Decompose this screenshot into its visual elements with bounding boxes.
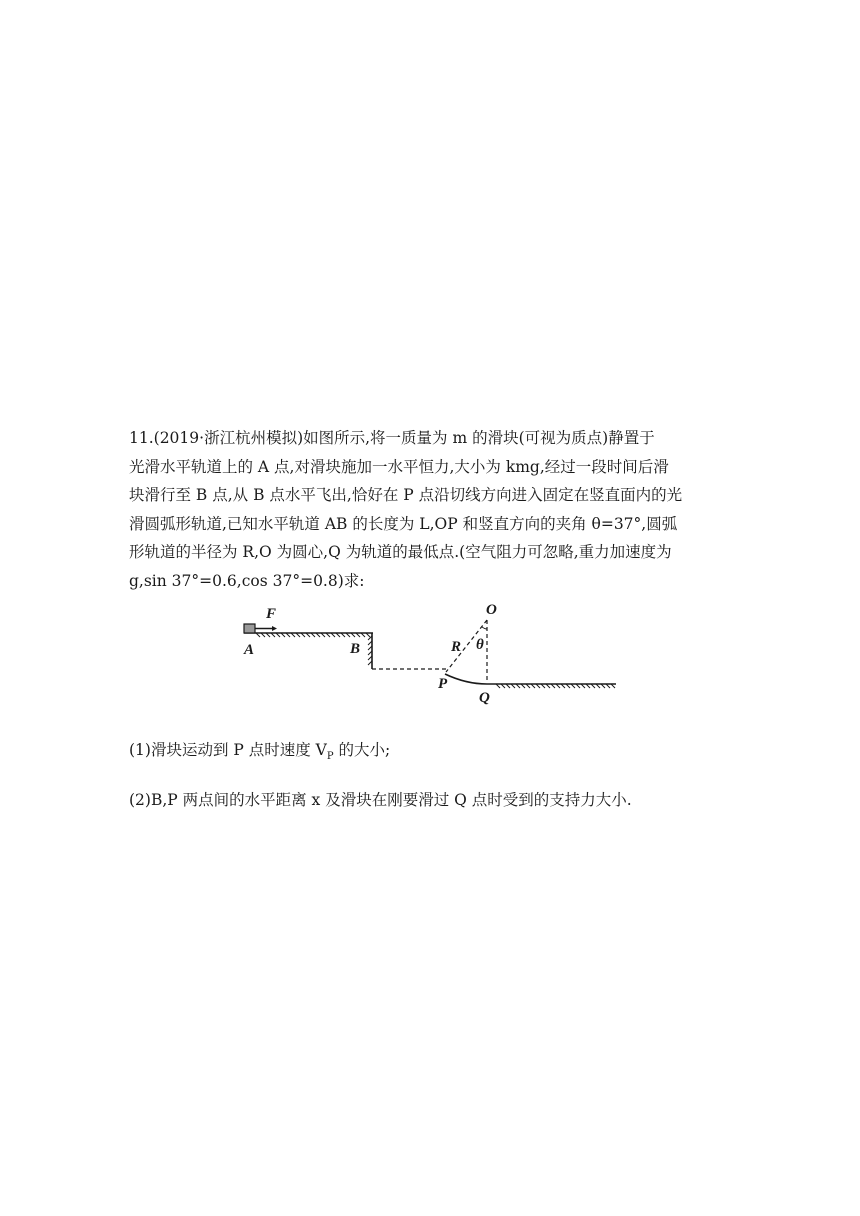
label-b: B: [350, 641, 361, 657]
problem-line: 滑圆弧形轨道,已知水平轨道 AB 的长度为 L,OP 和竖直方向的夹角 θ=37°,圆弧: [129, 514, 678, 533]
physics-diagram: [236, 596, 626, 708]
problem-statement: [129, 424, 729, 595]
problem-line: 光滑水平轨道上的 A 点,对滑块施加一水平恒力,大小为 kmg,经过一段时间后滑: [129, 457, 669, 476]
angle-arc: [482, 627, 487, 629]
question-1: [129, 738, 390, 769]
circular-track: [445, 674, 487, 684]
problem-line: 11.(2019·浙江杭州模拟)如图所示,将一质量为 m 的滑块(可视为质点)静置于: [129, 429, 655, 447]
question-2: (2)B,P 两点间的水平距离 x 及滑块在刚要滑过 Q 点时受到的支持力大小.: [129, 791, 632, 809]
problem-line: 形轨道的半径为 R,O 为圆心,Q 为轨道的最低点.(空气阻力可忽略,重力加速度为: [129, 543, 672, 561]
problem-line: 块滑行至 B 点,从 B 点水平飞出,恰好在 P 点沿切线方向进入固定在竖直面内的光: [129, 486, 683, 504]
problem-line: g,sin 37°=0.6,cos 37°=0.8)求:: [129, 571, 365, 590]
label-a: A: [244, 642, 255, 658]
label-r: R: [451, 639, 462, 655]
label-theta: θ: [476, 637, 484, 653]
label-p: P: [438, 676, 448, 692]
label-q: Q: [479, 690, 490, 706]
force-arrowhead: [272, 626, 277, 631]
label-f: F: [266, 606, 277, 622]
label-o: O: [486, 602, 497, 618]
diagram-svg: [236, 596, 626, 708]
question-1-tail: 的大小;: [333, 741, 391, 759]
question-1-subscript: P: [326, 751, 334, 763]
question-1-text: (1)滑块运动到 P 点时速度 V: [129, 741, 327, 759]
slider-block: [244, 624, 255, 633]
